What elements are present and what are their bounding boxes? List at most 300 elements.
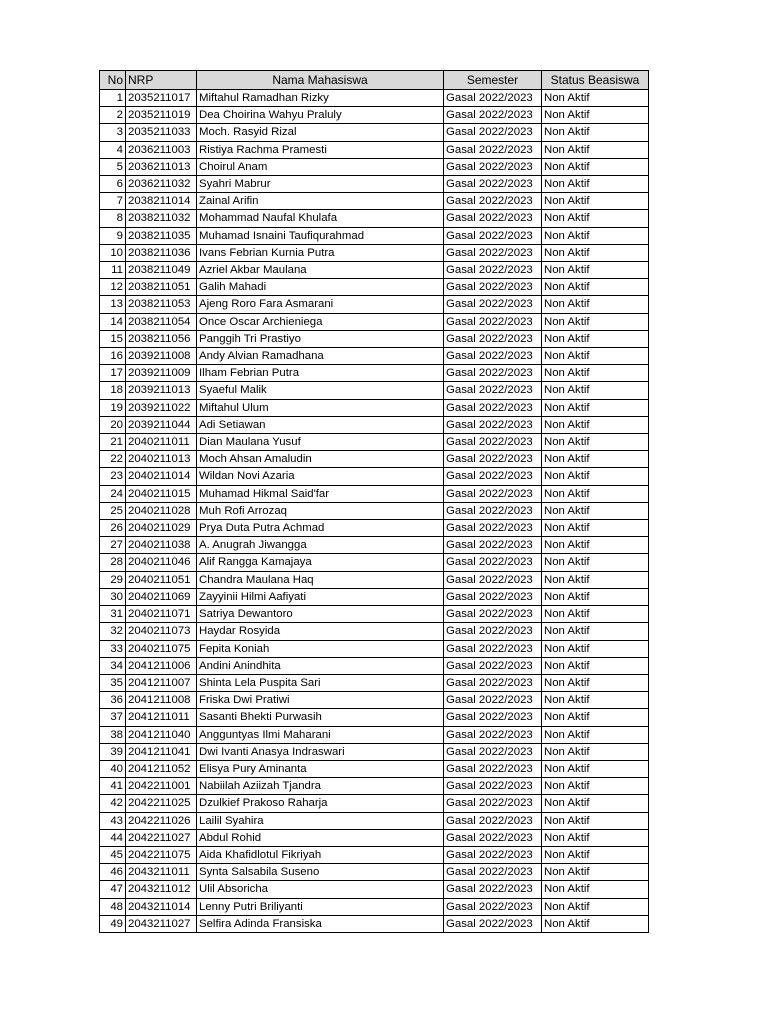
cell-semester: Gasal 2022/2023 xyxy=(444,864,542,881)
cell-student-name: Moch Ahsan Amaludin xyxy=(197,451,444,468)
cell-student-name: Shinta Lela Puspita Sari xyxy=(197,674,444,691)
cell-no: 7 xyxy=(100,193,126,210)
cell-semester: Gasal 2022/2023 xyxy=(444,124,542,141)
cell-semester: Gasal 2022/2023 xyxy=(444,485,542,502)
cell-nrp: 2039211013 xyxy=(126,382,197,399)
cell-status: Non Aktif xyxy=(542,881,649,898)
cell-semester: Gasal 2022/2023 xyxy=(444,795,542,812)
table-row xyxy=(100,416,649,433)
cell-nrp: 2041211041 xyxy=(126,743,197,760)
cell-status: Non Aktif xyxy=(542,279,649,296)
cell-student-name: Dea Choirina Wahyu Praluly xyxy=(197,107,444,124)
table-row xyxy=(100,864,649,881)
table-row xyxy=(100,743,649,760)
cell-nrp: 2041211008 xyxy=(126,692,197,709)
cell-semester: Gasal 2022/2023 xyxy=(444,416,542,433)
cell-nrp: 2038211051 xyxy=(126,279,197,296)
cell-nrp: 2035211017 xyxy=(126,90,197,107)
table-row xyxy=(100,451,649,468)
cell-semester: Gasal 2022/2023 xyxy=(444,726,542,743)
cell-status: Non Aktif xyxy=(542,915,649,932)
cell-student-name: Once Oscar Archieniega xyxy=(197,313,444,330)
cell-semester: Gasal 2022/2023 xyxy=(444,520,542,537)
cell-student-name: Moch. Rasyid Rizal xyxy=(197,124,444,141)
table-row xyxy=(100,795,649,812)
cell-nrp: 2040211071 xyxy=(126,606,197,623)
cell-status: Non Aktif xyxy=(542,674,649,691)
cell-student-name: Andini Anindhita xyxy=(197,657,444,674)
cell-nrp: 2038211056 xyxy=(126,330,197,347)
table-row xyxy=(100,674,649,691)
cell-student-name: Synta Salsabila Suseno xyxy=(197,864,444,881)
cell-no: 46 xyxy=(100,864,126,881)
cell-semester: Gasal 2022/2023 xyxy=(444,588,542,605)
cell-nrp: 2040211038 xyxy=(126,537,197,554)
cell-nrp: 2038211054 xyxy=(126,313,197,330)
cell-no: 42 xyxy=(100,795,126,812)
cell-nrp: 2040211014 xyxy=(126,468,197,485)
cell-student-name: Wildan Novi Azaria xyxy=(197,468,444,485)
cell-no: 39 xyxy=(100,743,126,760)
cell-nrp: 2038211014 xyxy=(126,193,197,210)
cell-semester: Gasal 2022/2023 xyxy=(444,468,542,485)
cell-semester: Gasal 2022/2023 xyxy=(444,881,542,898)
cell-status: Non Aktif xyxy=(542,193,649,210)
cell-semester: Gasal 2022/2023 xyxy=(444,606,542,623)
cell-no: 8 xyxy=(100,210,126,227)
table-row xyxy=(100,468,649,485)
table-row xyxy=(100,520,649,537)
cell-semester: Gasal 2022/2023 xyxy=(444,348,542,365)
column-header-no: No xyxy=(100,71,126,90)
cell-semester: Gasal 2022/2023 xyxy=(444,760,542,777)
cell-student-name: Ristiya Rachma Pramesti xyxy=(197,141,444,158)
cell-student-name: Ulil Absoricha xyxy=(197,881,444,898)
cell-student-name: Alif Rangga Kamajaya xyxy=(197,554,444,571)
cell-status: Non Aktif xyxy=(542,227,649,244)
cell-semester: Gasal 2022/2023 xyxy=(444,434,542,451)
cell-student-name: Sasanti Bhekti Purwasih xyxy=(197,709,444,726)
cell-semester: Gasal 2022/2023 xyxy=(444,692,542,709)
cell-student-name: Abdul Rohid xyxy=(197,829,444,846)
table-row xyxy=(100,829,649,846)
cell-semester: Gasal 2022/2023 xyxy=(444,158,542,175)
table-row xyxy=(100,623,649,640)
cell-status: Non Aktif xyxy=(542,795,649,812)
cell-no: 25 xyxy=(100,502,126,519)
cell-student-name: Elisya Pury Aminanta xyxy=(197,760,444,777)
cell-no: 17 xyxy=(100,365,126,382)
table-row xyxy=(100,210,649,227)
cell-status: Non Aktif xyxy=(542,382,649,399)
cell-status: Non Aktif xyxy=(542,709,649,726)
cell-status: Non Aktif xyxy=(542,846,649,863)
cell-semester: Gasal 2022/2023 xyxy=(444,829,542,846)
cell-nrp: 2038211036 xyxy=(126,244,197,261)
cell-status: Non Aktif xyxy=(542,330,649,347)
table-row xyxy=(100,657,649,674)
cell-no: 2 xyxy=(100,107,126,124)
cell-no: 10 xyxy=(100,244,126,261)
cell-status: Non Aktif xyxy=(542,416,649,433)
cell-semester: Gasal 2022/2023 xyxy=(444,709,542,726)
cell-student-name: Muhamad Hikmal Said'far xyxy=(197,485,444,502)
cell-no: 22 xyxy=(100,451,126,468)
table-row xyxy=(100,537,649,554)
cell-no: 11 xyxy=(100,262,126,279)
cell-semester: Gasal 2022/2023 xyxy=(444,812,542,829)
cell-status: Non Aktif xyxy=(542,210,649,227)
cell-student-name: Satriya Dewantoro xyxy=(197,606,444,623)
cell-nrp: 2038211053 xyxy=(126,296,197,313)
cell-student-name: Syaeful Malik xyxy=(197,382,444,399)
cell-nrp: 2041211011 xyxy=(126,709,197,726)
cell-student-name: Azriel Akbar Maulana xyxy=(197,262,444,279)
table-row xyxy=(100,571,649,588)
cell-semester: Gasal 2022/2023 xyxy=(444,640,542,657)
cell-nrp: 2039211044 xyxy=(126,416,197,433)
cell-semester: Gasal 2022/2023 xyxy=(444,313,542,330)
cell-student-name: Lenny Putri Briliyanti xyxy=(197,898,444,915)
cell-student-name: Miftahul Ulum xyxy=(197,399,444,416)
cell-no: 29 xyxy=(100,571,126,588)
table-row xyxy=(100,193,649,210)
cell-nrp: 2035211019 xyxy=(126,107,197,124)
cell-nrp: 2042211026 xyxy=(126,812,197,829)
column-header-status: Status Beasiswa xyxy=(542,71,649,90)
table-row xyxy=(100,296,649,313)
cell-student-name: Prya Duta Putra Achmad xyxy=(197,520,444,537)
cell-nrp: 2043211012 xyxy=(126,881,197,898)
cell-no: 18 xyxy=(100,382,126,399)
cell-student-name: Lailil Syahira xyxy=(197,812,444,829)
cell-nrp: 2040211069 xyxy=(126,588,197,605)
cell-nrp: 2043211014 xyxy=(126,898,197,915)
cell-no: 34 xyxy=(100,657,126,674)
cell-semester: Gasal 2022/2023 xyxy=(444,846,542,863)
table-row xyxy=(100,692,649,709)
cell-status: Non Aktif xyxy=(542,520,649,537)
cell-status: Non Aktif xyxy=(542,812,649,829)
cell-student-name: Adi Setiawan xyxy=(197,416,444,433)
cell-semester: Gasal 2022/2023 xyxy=(444,330,542,347)
cell-nrp: 2040211015 xyxy=(126,485,197,502)
cell-no: 30 xyxy=(100,588,126,605)
cell-status: Non Aktif xyxy=(542,451,649,468)
cell-student-name: Ajeng Roro Fara Asmarani xyxy=(197,296,444,313)
table-row xyxy=(100,915,649,932)
cell-semester: Gasal 2022/2023 xyxy=(444,210,542,227)
table-body xyxy=(100,90,649,933)
table-row xyxy=(100,244,649,261)
cell-no: 9 xyxy=(100,227,126,244)
cell-status: Non Aktif xyxy=(542,158,649,175)
table-row xyxy=(100,279,649,296)
cell-status: Non Aktif xyxy=(542,743,649,760)
cell-nrp: 2040211029 xyxy=(126,520,197,537)
cell-nrp: 2041211006 xyxy=(126,657,197,674)
cell-semester: Gasal 2022/2023 xyxy=(444,90,542,107)
cell-status: Non Aktif xyxy=(542,296,649,313)
cell-no: 27 xyxy=(100,537,126,554)
cell-status: Non Aktif xyxy=(542,760,649,777)
table-row xyxy=(100,726,649,743)
table-row xyxy=(100,90,649,107)
cell-no: 3 xyxy=(100,124,126,141)
cell-no: 21 xyxy=(100,434,126,451)
cell-student-name: Galih Mahadi xyxy=(197,279,444,296)
cell-status: Non Aktif xyxy=(542,588,649,605)
cell-semester: Gasal 2022/2023 xyxy=(444,571,542,588)
cell-student-name: Nabiilah Aziizah Tjandra xyxy=(197,778,444,795)
cell-status: Non Aktif xyxy=(542,485,649,502)
cell-status: Non Aktif xyxy=(542,726,649,743)
cell-semester: Gasal 2022/2023 xyxy=(444,778,542,795)
cell-no: 37 xyxy=(100,709,126,726)
cell-no: 23 xyxy=(100,468,126,485)
cell-semester: Gasal 2022/2023 xyxy=(444,296,542,313)
cell-status: Non Aktif xyxy=(542,468,649,485)
cell-status: Non Aktif xyxy=(542,434,649,451)
cell-nrp: 2036211032 xyxy=(126,176,197,193)
cell-semester: Gasal 2022/2023 xyxy=(444,554,542,571)
cell-nrp: 2038211049 xyxy=(126,262,197,279)
cell-semester: Gasal 2022/2023 xyxy=(444,279,542,296)
cell-semester: Gasal 2022/2023 xyxy=(444,193,542,210)
cell-status: Non Aktif xyxy=(542,829,649,846)
cell-student-name: Aida Khafidlotul Fikriyah xyxy=(197,846,444,863)
cell-status: Non Aktif xyxy=(542,571,649,588)
cell-semester: Gasal 2022/2023 xyxy=(444,898,542,915)
header-row xyxy=(100,71,649,90)
cell-nrp: 2042211075 xyxy=(126,846,197,863)
cell-semester: Gasal 2022/2023 xyxy=(444,623,542,640)
table-row xyxy=(100,227,649,244)
table-row xyxy=(100,382,649,399)
cell-no: 16 xyxy=(100,348,126,365)
cell-nrp: 2040211046 xyxy=(126,554,197,571)
cell-no: 5 xyxy=(100,158,126,175)
cell-semester: Gasal 2022/2023 xyxy=(444,743,542,760)
cell-no: 31 xyxy=(100,606,126,623)
cell-semester: Gasal 2022/2023 xyxy=(444,399,542,416)
cell-status: Non Aktif xyxy=(542,399,649,416)
cell-no: 19 xyxy=(100,399,126,416)
cell-status: Non Aktif xyxy=(542,657,649,674)
cell-student-name: Zayyinii Hilmi Aafiyati xyxy=(197,588,444,605)
cell-status: Non Aktif xyxy=(542,864,649,881)
cell-no: 47 xyxy=(100,881,126,898)
cell-semester: Gasal 2022/2023 xyxy=(444,244,542,261)
table-row xyxy=(100,846,649,863)
cell-status: Non Aktif xyxy=(542,640,649,657)
cell-status: Non Aktif xyxy=(542,623,649,640)
cell-nrp: 2041211007 xyxy=(126,674,197,691)
cell-status: Non Aktif xyxy=(542,502,649,519)
cell-student-name: Chandra Maulana Haq xyxy=(197,571,444,588)
cell-nrp: 2043211027 xyxy=(126,915,197,932)
table-row xyxy=(100,588,649,605)
cell-no: 36 xyxy=(100,692,126,709)
table-row xyxy=(100,141,649,158)
cell-no: 48 xyxy=(100,898,126,915)
cell-nrp: 2038211035 xyxy=(126,227,197,244)
cell-no: 38 xyxy=(100,726,126,743)
cell-semester: Gasal 2022/2023 xyxy=(444,537,542,554)
cell-nrp: 2041211052 xyxy=(126,760,197,777)
cell-status: Non Aktif xyxy=(542,365,649,382)
cell-no: 49 xyxy=(100,915,126,932)
cell-student-name: Syahri Mabrur xyxy=(197,176,444,193)
table-row xyxy=(100,709,649,726)
cell-no: 45 xyxy=(100,846,126,863)
cell-semester: Gasal 2022/2023 xyxy=(444,382,542,399)
cell-status: Non Aktif xyxy=(542,554,649,571)
cell-student-name: Panggih Tri Prastiyo xyxy=(197,330,444,347)
cell-student-name: Choirul Anam xyxy=(197,158,444,175)
cell-student-name: Zainal Arifin xyxy=(197,193,444,210)
table-row xyxy=(100,502,649,519)
column-header-nrp: NRP xyxy=(126,71,197,90)
column-header-semester: Semester xyxy=(444,71,542,90)
cell-student-name: Dzulkief Prakoso Raharja xyxy=(197,795,444,812)
cell-status: Non Aktif xyxy=(542,606,649,623)
cell-status: Non Aktif xyxy=(542,124,649,141)
table-row xyxy=(100,434,649,451)
cell-student-name: Muhamad Isnaini Taufiqurahmad xyxy=(197,227,444,244)
cell-semester: Gasal 2022/2023 xyxy=(444,502,542,519)
cell-no: 1 xyxy=(100,90,126,107)
cell-student-name: Muh Rofi Arrozaq xyxy=(197,502,444,519)
cell-status: Non Aktif xyxy=(542,107,649,124)
cell-nrp: 2035211033 xyxy=(126,124,197,141)
cell-student-name: Fepita Koniah xyxy=(197,640,444,657)
cell-semester: Gasal 2022/2023 xyxy=(444,365,542,382)
cell-student-name: Dian Maulana Yusuf xyxy=(197,434,444,451)
cell-no: 4 xyxy=(100,141,126,158)
cell-status: Non Aktif xyxy=(542,176,649,193)
cell-nrp: 2042211027 xyxy=(126,829,197,846)
table-row xyxy=(100,124,649,141)
cell-nrp: 2040211013 xyxy=(126,451,197,468)
column-header-name: Nama Mahasiswa xyxy=(197,71,444,90)
table-row xyxy=(100,760,649,777)
cell-no: 43 xyxy=(100,812,126,829)
cell-no: 28 xyxy=(100,554,126,571)
cell-no: 35 xyxy=(100,674,126,691)
cell-nrp: 2040211075 xyxy=(126,640,197,657)
cell-student-name: Haydar Rosyida xyxy=(197,623,444,640)
cell-student-name: Selfira Adinda Fransiska xyxy=(197,915,444,932)
cell-student-name: A. Anugrah Jiwangga xyxy=(197,537,444,554)
cell-nrp: 2038211032 xyxy=(126,210,197,227)
cell-student-name: Ivans Febrian Kurnia Putra xyxy=(197,244,444,261)
cell-nrp: 2040211073 xyxy=(126,623,197,640)
table-row xyxy=(100,313,649,330)
cell-semester: Gasal 2022/2023 xyxy=(444,227,542,244)
cell-semester: Gasal 2022/2023 xyxy=(444,657,542,674)
cell-no: 14 xyxy=(100,313,126,330)
table-row xyxy=(100,365,649,382)
table-row xyxy=(100,176,649,193)
cell-student-name: Mohammad Naufal Khulafa xyxy=(197,210,444,227)
cell-no: 12 xyxy=(100,279,126,296)
cell-status: Non Aktif xyxy=(542,141,649,158)
cell-nrp: 2040211051 xyxy=(126,571,197,588)
cell-semester: Gasal 2022/2023 xyxy=(444,176,542,193)
table-row xyxy=(100,399,649,416)
cell-student-name: Miftahul Ramadhan Rizky xyxy=(197,90,444,107)
cell-no: 15 xyxy=(100,330,126,347)
cell-nrp: 2039211008 xyxy=(126,348,197,365)
cell-semester: Gasal 2022/2023 xyxy=(444,262,542,279)
cell-status: Non Aktif xyxy=(542,262,649,279)
cell-no: 24 xyxy=(100,485,126,502)
cell-semester: Gasal 2022/2023 xyxy=(444,107,542,124)
table-row xyxy=(100,262,649,279)
cell-student-name: Ilham Febrian Putra xyxy=(197,365,444,382)
cell-nrp: 2040211028 xyxy=(126,502,197,519)
cell-status: Non Aktif xyxy=(542,778,649,795)
cell-nrp: 2036211003 xyxy=(126,141,197,158)
table-row xyxy=(100,778,649,795)
cell-semester: Gasal 2022/2023 xyxy=(444,451,542,468)
table-row xyxy=(100,812,649,829)
cell-status: Non Aktif xyxy=(542,692,649,709)
cell-status: Non Aktif xyxy=(542,244,649,261)
cell-nrp: 2042211025 xyxy=(126,795,197,812)
cell-semester: Gasal 2022/2023 xyxy=(444,674,542,691)
table-row xyxy=(100,348,649,365)
table-header xyxy=(100,71,649,90)
table-row xyxy=(100,898,649,915)
cell-nrp: 2042211001 xyxy=(126,778,197,795)
cell-nrp: 2039211022 xyxy=(126,399,197,416)
cell-status: Non Aktif xyxy=(542,313,649,330)
cell-nrp: 2040211011 xyxy=(126,434,197,451)
cell-nrp: 2039211009 xyxy=(126,365,197,382)
table-row xyxy=(100,158,649,175)
cell-nrp: 2041211040 xyxy=(126,726,197,743)
cell-semester: Gasal 2022/2023 xyxy=(444,915,542,932)
cell-no: 33 xyxy=(100,640,126,657)
cell-no: 41 xyxy=(100,778,126,795)
cell-no: 44 xyxy=(100,829,126,846)
cell-no: 40 xyxy=(100,760,126,777)
table-row xyxy=(100,606,649,623)
table-row xyxy=(100,485,649,502)
cell-nrp: 2043211011 xyxy=(126,864,197,881)
cell-no: 20 xyxy=(100,416,126,433)
scholarship-status-table xyxy=(99,70,649,933)
table-row xyxy=(100,330,649,347)
cell-no: 13 xyxy=(100,296,126,313)
table-row xyxy=(100,554,649,571)
table-row xyxy=(100,881,649,898)
cell-student-name: Dwi Ivanti Anasya Indraswari xyxy=(197,743,444,760)
cell-no: 26 xyxy=(100,520,126,537)
cell-nrp: 2036211013 xyxy=(126,158,197,175)
cell-student-name: Andy Alvian Ramadhana xyxy=(197,348,444,365)
cell-status: Non Aktif xyxy=(542,898,649,915)
cell-status: Non Aktif xyxy=(542,537,649,554)
cell-no: 32 xyxy=(100,623,126,640)
cell-student-name: Friska Dwi Pratiwi xyxy=(197,692,444,709)
cell-status: Non Aktif xyxy=(542,90,649,107)
table-row xyxy=(100,107,649,124)
cell-no: 6 xyxy=(100,176,126,193)
cell-student-name: Angguntyas Ilmi Maharani xyxy=(197,726,444,743)
